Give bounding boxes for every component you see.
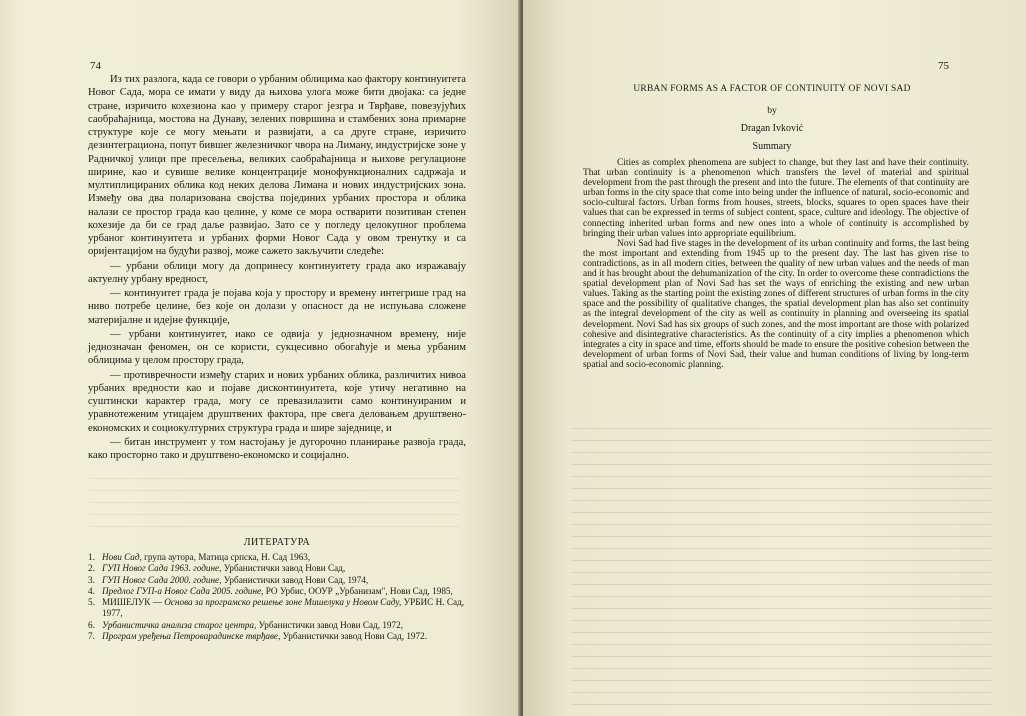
right-page — [523, 0, 1026, 716]
literature-list — [88, 552, 466, 642]
paragraph: — урбани облици могу да допринесу континуитету града ако изражавају актуелну урбану вредност, — [88, 260, 466, 285]
paragraph: — противречности између старих и нових урбаних облика, различитих нивоа урбаних вредности као и појаве дисконтинуитета, које утичу негативно на суштински карактер града, могу се превазилазити само континуираним и уравнотеженим утицајем друштвених фактора, пре свега деловањем друштвено-економских и социокултурних структура града и шире заједнице, и — [88, 369, 466, 434]
paragraph: Novi Sad had five stages in the development of its urban continuity and forms, the last being the most important and extending from 1945 up to the present day. The last has given rise to contradictions, as in all modern cities, between the quality of new urban values and the needs of man and it has brought about the dehumanization of the city. In order to overcome these contradictions the spatial development plan of Novi Sad has set the ways of enriching the existing and new urban values. Taking as the starting point the existing zones of different structures of urban forms in the city space and the possibility of qualitative changes, the spatial development plan has also set continuity as the integral development of the city as well as continuity in planning and overseeing its spatial development. Novi Sad has six groups of such zones, and the most important are those with polarized cohesive and disintegrative characteristics. As the continuity of a city implies a phenomenon which integrates a city in space and time, efforts should be made to ensure the positive cohesion between the development of urban forms of Novi Sad, their value and human conditions of living by long-term spatial and socio-economic planning. — [583, 238, 969, 370]
show-through-text — [90, 470, 460, 530]
summary-heading: Summary — [752, 141, 792, 152]
literature-item: 5. МИШЕЛУК — Основа за програмско решење зоне Мишелука у Новом Саду, УРБИС Н. Сад, 1977, — [88, 597, 465, 619]
page-number-left: 74 — [90, 60, 101, 72]
paragraph: — континуитет града је појава која у простору и времену интегрише град на ниво потребе целине, без које он долази у опасност да не испуњава сложене материјалне и идејне функције, — [88, 288, 466, 326]
paragraph: Cities as complex phenomena are subject to change, but they last and have their continuity. That urban continuity is a phenomenon which transfers the level of material and spiritual development from the past through the present and into the future. The elements of that continuity are urban forms in the city space that come into being under the influence of natural, socio-economic and socio-cultural factors. Urban forms from houses, streets, blocks, squares to open spaces have their values that can be expressed in terms of subject content, space, culture and ideology. The objective of connecting inherited urban forms and new ones into a whole of continuity is accomplished by bringing their urban values into appropriate equilibrium. — [583, 158, 969, 239]
literature-item: 6. Урбанистичка анализа старог центра, Урбанистички завод Нови Сад, 1972, — [88, 619, 404, 630]
page-number-right: 75 — [938, 60, 949, 72]
literature-item: 3. ГУП Новог Сада 2000. године, Урбанистички завод Нови Сад, 1974, — [88, 574, 369, 585]
summary-text — [583, 158, 969, 370]
article-title: URBAN FORMS AS A FACTOR OF CONTINUITY OF NOVI SAD — [633, 84, 911, 94]
literature-item: 1. Нови Сад, група аутора, Матица српска, Н. Сад 1963, — [88, 552, 311, 562]
show-through-text — [571, 420, 991, 710]
literature-item: 4. Предлог ГУП-а Новог Сада 2005. године, РО Урбис, ООУР „Урбанизам", Нови Сад, 1985, — [88, 585, 453, 596]
left-body-text — [88, 73, 466, 462]
paragraph: — урбани континуитет, иако се одвија у једнозначном времену, није једнозначан феномен, он се користи, сукцесивно обогаћује и мења урбаним облицима у целом простору града, — [88, 328, 466, 367]
literature-item: 7. Програм уређења Петроварадинске тврђаве, Урбанистички завод Нови Сад, 1972. — [88, 631, 428, 642]
author-name: Dragan Ivković — [740, 123, 804, 134]
byline: by — [767, 105, 777, 116]
literature-heading: ЛИТЕРАТУРА — [243, 537, 311, 548]
paragraph: — битан инструмент у том настојању је дугорочно планирање развоја града, како просторно тако и друштвено-економско и социјално. — [88, 436, 466, 461]
paragraph: Из тих разлога, када се говори о урбаним облицима као фактору континуитета Новог Сада, мора се имати у виду да њихова улога може бити двојака: са једне стране, изричито кохезиона као у примеру старог језгра и Тврђаве, повезујућих саобраћајница, мостова на Дунаву, зелених површина и стамбених зона примарне структуре које се могу мењати и развијати, а са друге стране, изричито дезинтеграциона, попут бившег железничког чвора на Лиману, индустријске зоне у Радничкој улици пре пресељења, великих саобраћајница и њихове регулационе ширине, као и сувише велике концентрације монофункционалних садржаја и мултиплицираних облика код неких делова Лимана и нових индустријских зона. Између ова два поларизована својства појединих урбаних простора и облика налази се простор града као целине, у коме се мора остварити позитиван степен кохезије да би се град даље развијао. Зато се у погледу целокупног проблема урбаног континуитета и урбаних форми Новог Сада у овом тренутку и са оријентацијом на будући развој, може сажето закључити следеће: — [88, 74, 466, 258]
literature-item: 2. ГУП Новог Сада 1963. године, Урбанистички завод Нови Сад, — [88, 563, 346, 574]
